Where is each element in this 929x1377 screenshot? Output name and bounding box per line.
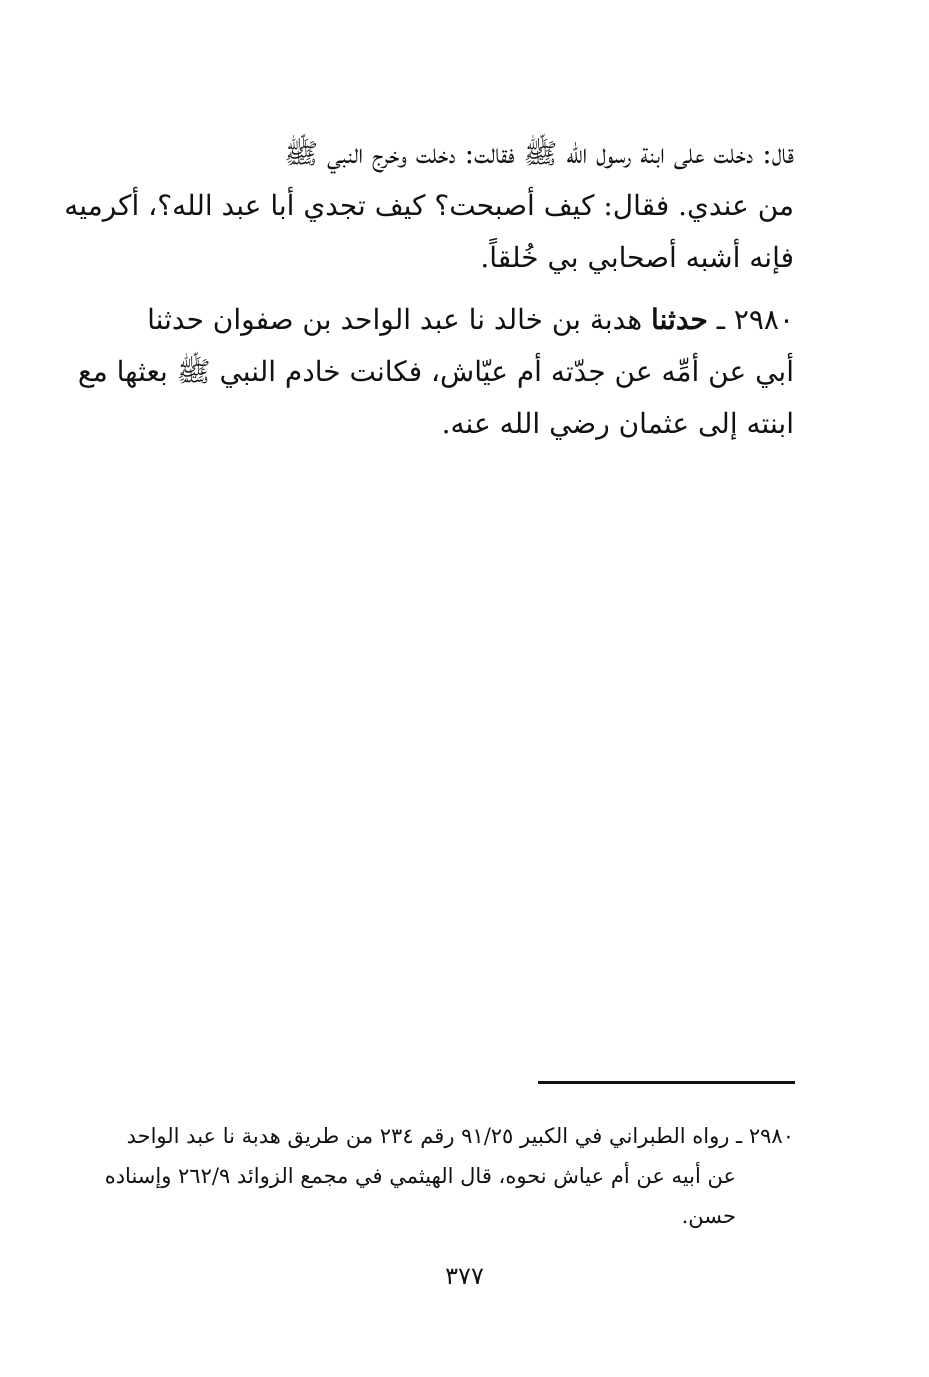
text-line: من عندي. فقال: كيف أصبحت؟ كيف تجدي أبا عبد الله؟، أكرميه xyxy=(64,189,794,222)
text-line: فإنه أشبه أصحابي بي خُلقاً. xyxy=(480,241,794,274)
text-line: أبي عن أمِّه عن جدّته أم عيّاش، فكانت خادم النبي ﷺ بعثها مع xyxy=(77,355,794,388)
hadith-number: ٢٩٨٠ ـ xyxy=(716,303,794,336)
isnad-lead-word: حدثنا xyxy=(651,303,708,336)
text-line xyxy=(118,294,794,346)
paragraph-2 xyxy=(77,294,794,450)
footnote-separator xyxy=(538,1081,795,1084)
text-line: ابنته إلى عثمان رضي الله عنه. xyxy=(441,407,794,440)
paragraph-1 xyxy=(64,128,794,284)
footnote-line: حسن. xyxy=(681,1204,736,1228)
footnote-line: ٢٩٨٠ ـ رواه الطبراني في الكبير ٩١/٢٥ رقم ٢٣٤ من طريق هدبة نا عبد الواحد xyxy=(126,1124,794,1148)
text-line-rest: هدبة بن خالد نا عبد الواحد بن صفوان حدثنا xyxy=(147,303,643,336)
text-line: قال: دخلت على ابنة رسول الله ﷺ فقالت: دخلت وخرج النبي ﷺ xyxy=(284,137,794,170)
footnote-line: عن أبيه عن أم عياش نحوه، قال الهيثمي في مجمع الزوائد ٢٦٢/٩ وإسناده xyxy=(104,1164,736,1188)
footnote xyxy=(104,1116,794,1236)
main-text xyxy=(64,128,794,450)
page-number: ٣٧٧ xyxy=(445,1262,484,1290)
